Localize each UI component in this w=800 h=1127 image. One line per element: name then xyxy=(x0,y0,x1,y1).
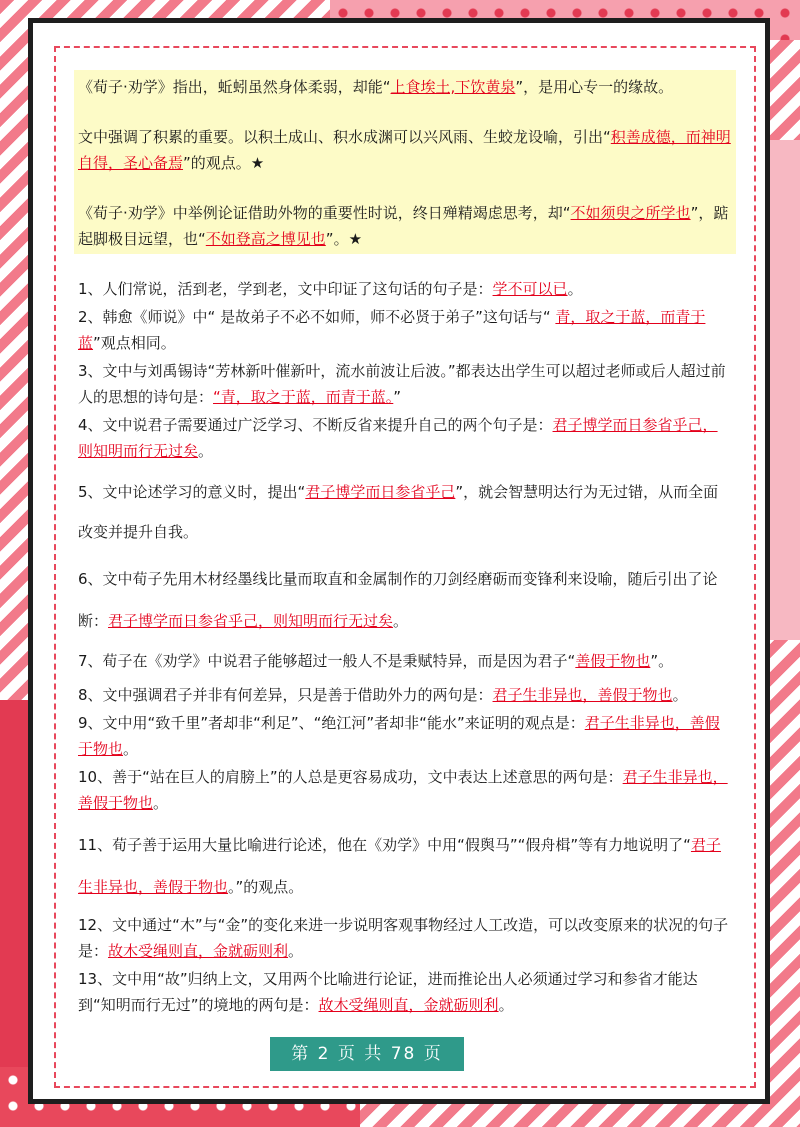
question-item: 13、文中用“故”归纳上文，又用两个比喻进行论证，进而推论出人必须通过学习和参省才能达到“知明而行无过”的境地的两句是：故木受绳则直，金就砺则利。 xyxy=(78,970,698,1014)
highlight-item: 文中强调了积累的重要。以积土成山、积水成渊可以兴风雨、生蛟龙设喻，引出“积善成德，而神明自得，圣心备焉”的观点。★ xyxy=(78,128,731,172)
answer: 君子生非异也，善假于物也 xyxy=(78,768,728,812)
answer: 故木受绳则直，金就砺则利 xyxy=(108,942,289,960)
answer: 学不可以已 xyxy=(492,280,568,298)
answer: “青，取之于蓝，而青于蓝。 xyxy=(213,388,394,406)
page-number-badge: 第 2 页 共 78 页 xyxy=(270,1037,464,1071)
question-item: 3、文中与刘禹锡诗“芳林新叶催新叶，流水前波让后波。”都表达出学生可以超过老师或后人超过前人的思想的诗句是：“青，取之于蓝，而青于蓝。” xyxy=(78,362,726,406)
question-item: 2、韩愈《师说》中“ 是故弟子不必不如师，师不必贤于弟子”这句话与“ 青，取之于蓝，而青于蓝”观点相同。 xyxy=(78,308,706,352)
question-item: 8、文中强调君子并非有何差异，只是善于借助外力的两句是：君子生非异也，善假于物也。 xyxy=(78,686,688,704)
question-item: 6、文中荀子先用木材经墨线比量而取直和金属制作的刀剑经磨砺而变锋利来设喻，随后引出了论断：君子博学而日参省乎己，则知明而行无过矣。 xyxy=(78,570,718,630)
answer: 上食埃土,下饮黄泉 xyxy=(390,78,516,96)
answer: 青，取之于蓝，而青于蓝 xyxy=(78,308,706,352)
highlight-box xyxy=(74,70,736,254)
highlight-item: 《荀子·劝学》指出，蚯蚓虽然身体柔弱，却能“上食埃土,下饮黄泉”，是用心专一的缘故。 xyxy=(78,78,674,96)
question-item: 11、荀子善于运用大量比喻进行论述，他在《劝学》中用“假舆马”“假舟楫”等有力地说明了“君子生非异也，善假于物也。”的观点。 xyxy=(78,836,721,896)
answer: 君子生非异也，善假于物也 xyxy=(78,836,721,896)
answer: 君子博学而日参省乎己，则知明而行无过矣 xyxy=(108,612,394,630)
answer: 善假于物也 xyxy=(575,652,651,670)
answer: 不如登高之博见也 xyxy=(205,230,326,248)
answer: 君子生非异也，善假于物也 xyxy=(492,686,673,704)
answer: 君子博学而日参省乎己 xyxy=(305,483,456,501)
answer: 君子生非异也，善假于物也 xyxy=(78,714,720,758)
document-body xyxy=(78,70,732,1018)
answer: 君子博学而日参省乎己，则知明而行无过矣 xyxy=(78,416,718,460)
answer: 故木受绳则直，金就砺则利 xyxy=(318,996,499,1014)
answer: 积善成德，而神明自得，圣心备焉 xyxy=(78,128,731,172)
question-item: 7、荀子在《劝学》中说君子能够超过一般人不是秉赋特异，而是因为君子“善假于物也”。 xyxy=(78,652,674,670)
question-item: 12、文中通过“木”与“金”的变化来进一步说明客观事物经过人工改造，可以改变原来的状况的句子是：故木受绳则直，金就砺则利。 xyxy=(78,916,729,960)
question-item: 5、文中论述学习的意义时，提出“君子博学而日参省乎己”，就会智慧明达行为无过错，从而全面改变并提升自我。 xyxy=(78,483,719,541)
question-item: 4、文中说君子需要通过广泛学习、不断反省来提升自己的两个句子是：君子博学而日参省乎己，则知明而行无过矣。 xyxy=(78,416,718,460)
highlight-item: 《荀子·劝学》中举例论证借助外物的重要性时说，终日殚精竭虑思考，却“不如须臾之所学也”，踮起脚极目远望，也“不如登高之博见也”。★ xyxy=(78,204,729,248)
question-list xyxy=(78,276,732,1018)
question-item: 10、善于“站在巨人的肩膀上”的人总是更容易成功，文中表达上述意思的两句是：君子生非异也，善假于物也。 xyxy=(78,768,728,812)
question-item: 9、文中用“致千里”者却非“利足”、“绝江河”者却非“能水”来证明的观点是：君子生非异也，善假于物也。 xyxy=(78,714,720,758)
question-item: 1、人们常说，活到老，学到老，文中印证了这句话的句子是：学不可以已。 xyxy=(78,280,583,298)
answer: 不如须臾之所学也 xyxy=(570,204,691,222)
